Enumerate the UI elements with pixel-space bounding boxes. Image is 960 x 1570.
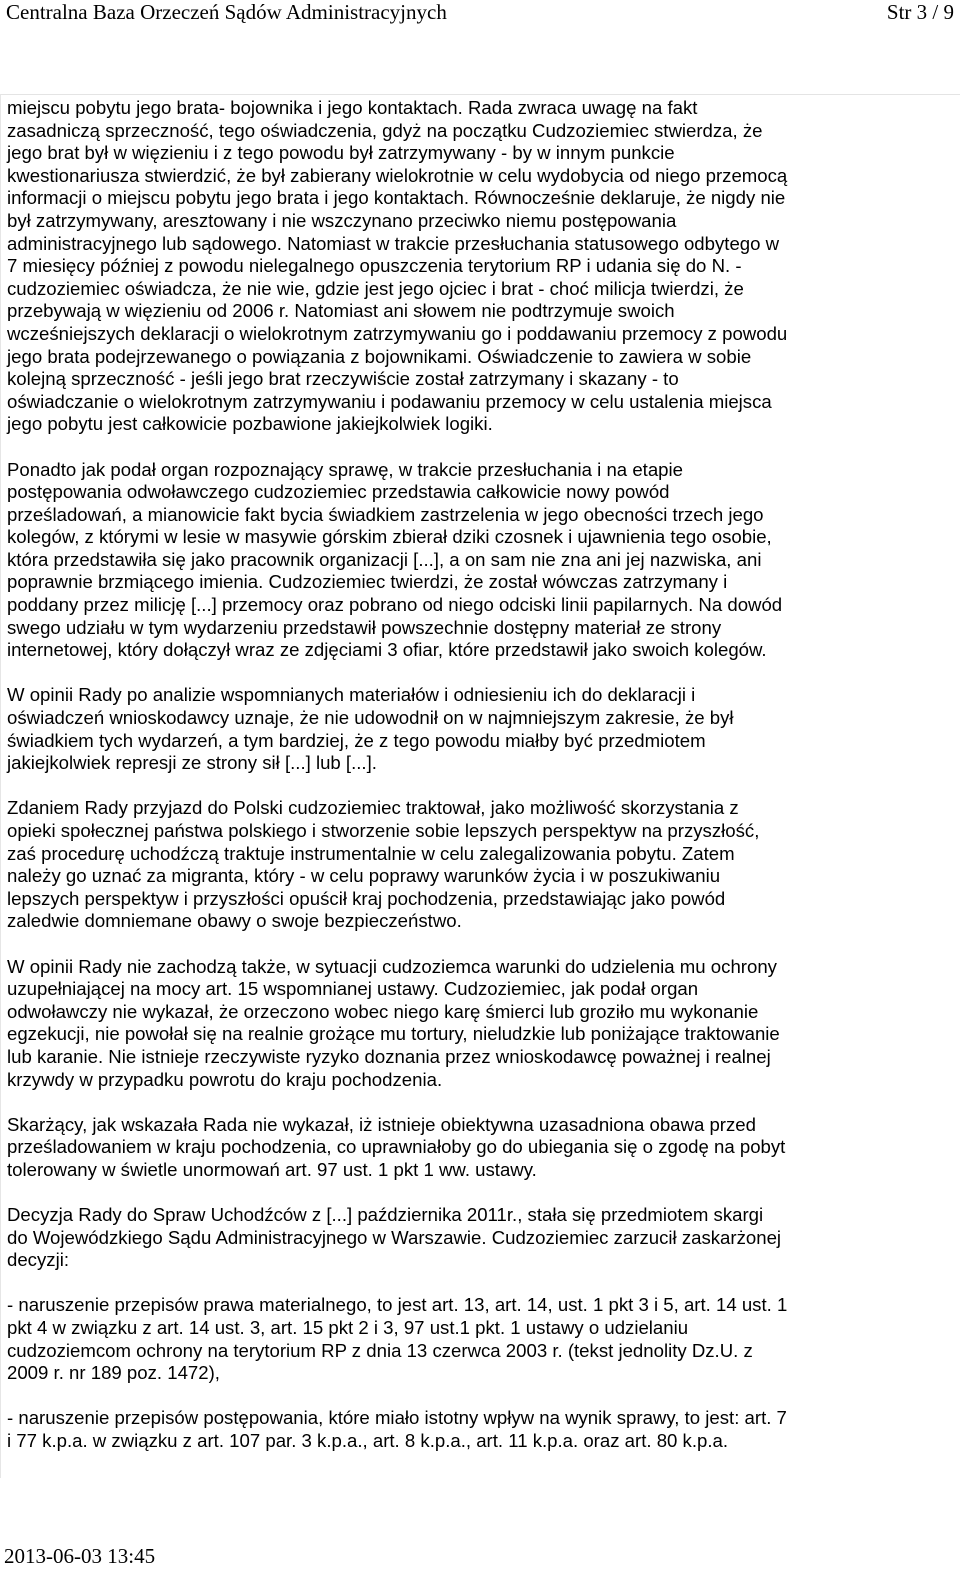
paragraph-subsidiary-protection: W opinii Rady nie zachodzą także, w sytuacji cudzoziemca warunki do udzielenia mu ochrony uzupełniającej na mocy art. 15 wspomnianej ustawy. Cudzoziemiec, jak podał organ odwoławczy nie wykazał, że orzeczono wobec niego karę śmierci lub groziło mu wykonanie egzekucji, nie powołał się na realnie grożące mu tortury, nieludzkie lub poniżające traktowanie lub karanie. Nie istnieje rzeczywiste ryzyko doznania przez wnioskodawcę poważnej i realnej krzywdy w przypadku powrotu do kraju pochodzenia. <box>7 955 780 1090</box>
paragraph-complaint-intro: Decyzja Rady do Spraw Uchodźców z [...] października 2011r., stała się przedmiotem skargi do Wojewódzkiego Sądu Administracyjnego w Warszawie. Cudzoziemiec zarzucił zaskarżonej decyzji: <box>7 1204 782 1271</box>
paragraph-migrant-assessment: Zdaniem Rady przyjazd do Polski cudzoziemiec traktował, jako możliwość skorzystania z opieki społecznej państwa polskiego i stworzenie sobie lepszych perspektyw na przyszłość, zaś procedurę uchodźczą traktuje instrumentalnie w celu zalegalizowania pobytu. Zatem należy go uznać za migranta, który - w celu poprawy warunków życia i w poszukiwaniu lepszych perspektyw i przyszłości opuścił kraj pochodzenia, przedstawiając jako powód zaledwie domniemane obawy o swoje bezpieczeństwo. <box>7 797 760 932</box>
paragraph-tolerated-stay: Skarżący, jak wskazała Rada nie wykazał, iż istnieje obiektywna uzasadniona obawa przed prześladowaniem w kraju pochodzenia, co uprawniałoby go do ubiegania się o zgodę na pobyt tolerowany w świetle unormowań art. 97 ust. 1 pkt 1 ww. ustawy. <box>7 1113 786 1180</box>
paragraph-new-persecution-reason: Ponadto jak podał organ rozpoznający sprawę, w trakcie przesłuchania i na etapie postępowania odwoławczego cudzoziemiec przedstawia całkowicie nowy powód prześladowań, a mianowicie fakt bycia świadkiem zastrzelenia w jego obecności trzech jego kolegów, z którymi w lesie w masywie górskim zbierał dziki czosnek i ujawnienia tego osobie, która przedstawiła się jako pracownik organizacji [...], a on sam nie zna ani jej nazwiska, ani poprawnie brzmiącego imienia. Cudzoziemiec twierdzi, że został wówczas zatrzymany i poddany przez milicję [...] przemocy oraz pobrano od niego odciski linii papilarnych. Na dowód swego udziału w tym wydarzeniu przedstawił powszechnie dostępny materiał ze strony internetowej, który dołączył wraz ze zdjęciami 3 ofiar, które przedstawił jako swoich kolegów. <box>7 458 783 661</box>
document-body <box>7 97 955 1453</box>
document-source-title: Centralna Baza Orzeczeń Sądów Administracyjnych <box>6 0 447 24</box>
page-footer-timestamp: 2013-06-03 13:45 <box>4 1544 156 1568</box>
content-frame-left-border <box>0 94 1 1478</box>
paragraph-brother-statements: miejscu pobytu jego brata- bojownika i jego kontaktach. Rada zwraca uwagę na fakt zasadniczą sprzeczność, tego oświadczenia, gdyż na początku Cudzoziemiec stwierdza, że jego brat był w więzieniu i z tego powodu był zatrzymywany - by w innym punkcie kwestionariusza stwierdzić, że był zabierany wielokrotnie w celu wydobycia od niego przemocą informacji o miejscu pobytu jego brata i jego kontaktach. Równocześnie deklaruje, że nigdy nie był zatrzymywany, aresztowany i nie wszczynano przeciwko niemu postępowania administracyjnego lub sądowego. Natomiast w trakcie przesłuchania statusowego odbytego w 7 miesięcy później z powodu nielegalnego opuszczenia terytorium RP i udania się do N. - cudzoziemiec oświadcza, że nie wie, gdzie jest jego ojciec i brat - choć milicja twierdzi, że przebywają w więzieniu od 2006 r. Natomiast ani słowem nie podtrzymuje swoich wcześniejszych deklaracji o wielokrotnym zatrzymywaniu go i poddawaniu przemocy z powodu jego brata podejrzewanego o powiązania z bojownikami. Oświadczenie to zawiera w sobie kolejną sprzeczność - jeśli jego brat rzeczywiście został zatrzymany i skazany - to oświadczanie o wielokrotnym zatrzymywaniu i podawaniu przemocy w celu ustalenia miejsca jego pobytu jest całkowicie pozbawione jakiejkolwiek logiki. <box>7 97 788 435</box>
page-number: Str 3 / 9 <box>886 0 954 24</box>
paragraph-substantive-law-violation: - naruszenie przepisów prawa materialnego, to jest art. 13, art. 14, ust. 1 pkt 3 i 5, art. 14 ust. 1 pkt 4 w związku z art. 14 ust. 3, art. 15 pkt 2 i 3, 97 ust.1 pkt. 1 ustawy o udzielaniu cudzoziemcom ochrony na terytorium RP z dnia 13 czerwca 2003 r. (tekst jednolity Dz.U. z 2009 r. nr 189 poz. 1472), <box>7 1294 788 1384</box>
paragraph-council-opinion-materials: W opinii Rady po analizie wspomnianych materiałów i odniesieniu ich do deklaracji i oświadczeń wnioskodawcy uznaje, że nie udowodnił on w najmniejszym zakresie, że był świadkiem tych wydarzeń, a tym bardziej, że z tego powodu miałby być przedmiotem jakiejkolwiek represji ze strony sił [...] lub [...]. <box>7 684 734 774</box>
page-header <box>0 0 960 40</box>
content-frame-top-border <box>0 94 960 95</box>
paragraph-procedural-violation: - naruszenie przepisów postępowania, które miało istotny wpływ na wynik sprawy, to jest: art. 7 i 77 k.p.a. w związku z art. 107 par. 3 k.p.a., art. 8 k.p.a., art. 11 k.p.a. oraz art. 80 k.p.a. <box>7 1407 787 1452</box>
